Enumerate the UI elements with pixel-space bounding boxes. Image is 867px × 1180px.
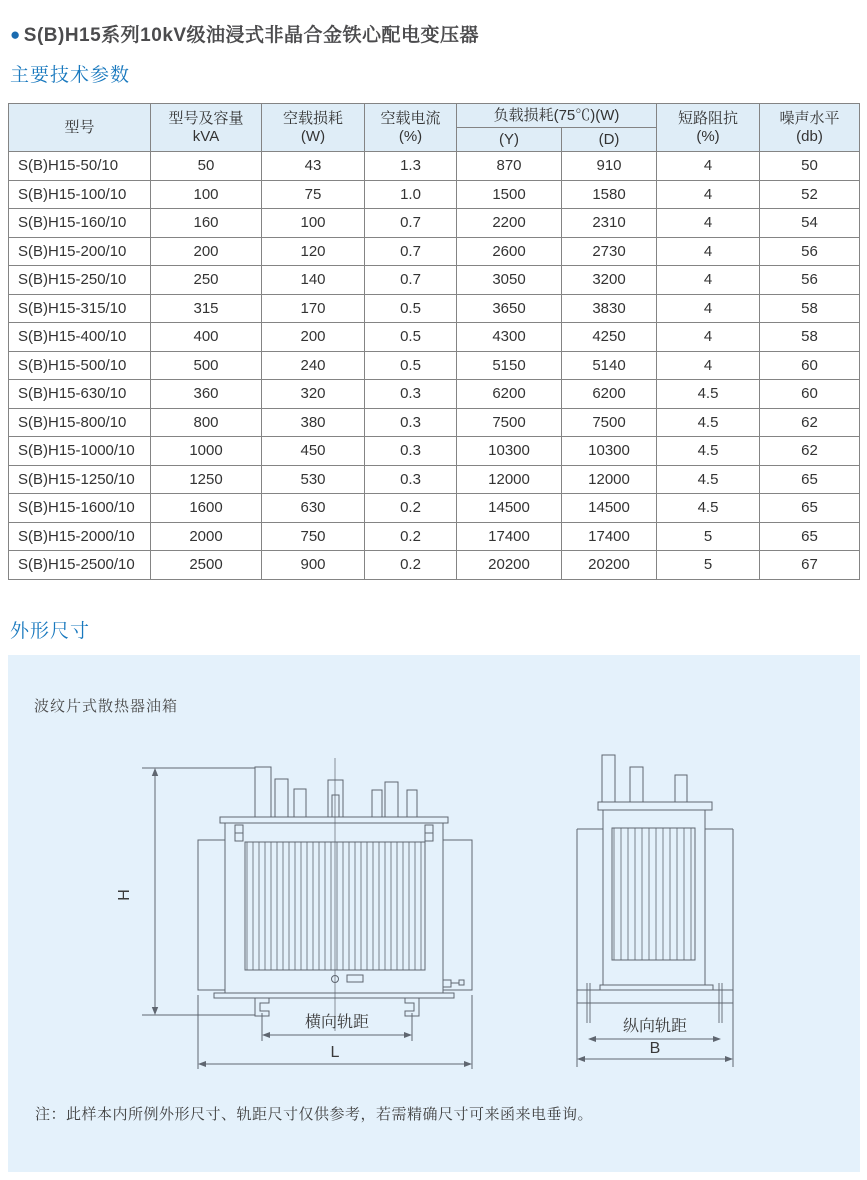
col-header-impedance: 短路阻抗 (%) xyxy=(657,104,760,152)
table-cell: 4.5 xyxy=(657,465,760,494)
table-cell: 2730 xyxy=(562,237,657,266)
table-cell: 65 xyxy=(760,522,860,551)
table-cell: 0.3 xyxy=(365,408,457,437)
table-cell: 0.3 xyxy=(365,380,457,409)
table-cell: 0.3 xyxy=(365,465,457,494)
table-cell: S(B)H15-200/10 xyxy=(9,237,151,266)
table-cell: 17400 xyxy=(457,522,562,551)
table-row xyxy=(9,180,860,209)
table-cell: 10300 xyxy=(562,437,657,466)
table-cell: 450 xyxy=(262,437,365,466)
table-cell: 0.7 xyxy=(365,209,457,238)
col-header-load-loss-d: (D) xyxy=(562,128,657,152)
table-cell: 43 xyxy=(262,152,365,181)
table-cell: 60 xyxy=(760,380,860,409)
table-cell: 3050 xyxy=(457,266,562,295)
table-row xyxy=(9,266,860,295)
table-cell: 50 xyxy=(760,152,860,181)
front-view-drawing xyxy=(198,758,472,1031)
table-cell: S(B)H15-2000/10 xyxy=(9,522,151,551)
table-cell: 56 xyxy=(760,237,860,266)
table-cell: 3200 xyxy=(562,266,657,295)
table-row xyxy=(9,380,860,409)
col-header-noload-current: 空载电流 (%) xyxy=(365,104,457,152)
table-cell: 160 xyxy=(151,209,262,238)
table-row xyxy=(9,494,860,523)
table-cell: 1250 xyxy=(151,465,262,494)
col-header-load-loss: 负载损耗(75℃)(W) xyxy=(457,104,657,128)
table-row xyxy=(9,209,860,238)
table-cell: 100 xyxy=(151,180,262,209)
table-cell: 4250 xyxy=(562,323,657,352)
bullet-icon: ● xyxy=(10,25,21,44)
table-cell: 120 xyxy=(262,237,365,266)
side-view-dimensions xyxy=(577,1017,733,1062)
table-cell: 1000 xyxy=(151,437,262,466)
table-cell: 56 xyxy=(760,266,860,295)
table-cell: S(B)H15-1600/10 xyxy=(9,494,151,523)
table-cell: 315 xyxy=(151,294,262,323)
col-header-noload-loss: 空载损耗 (W) xyxy=(262,104,365,152)
table-cell: 200 xyxy=(151,237,262,266)
table-row xyxy=(9,437,860,466)
table-cell: 3650 xyxy=(457,294,562,323)
page-title-text: S(B)H15系列10kV级油浸式非晶合金铁心配电变压器 xyxy=(23,25,480,46)
table-cell: 0.2 xyxy=(365,494,457,523)
table-cell: 4 xyxy=(657,209,760,238)
col-header-model: 型号 xyxy=(9,104,151,152)
table-cell: 870 xyxy=(457,152,562,181)
table-cell: 0.5 xyxy=(365,323,457,352)
table-cell: 60 xyxy=(760,351,860,380)
table-cell: 2000 xyxy=(151,522,262,551)
section-title-dimensions: 外形尺寸 xyxy=(10,621,91,642)
table-cell: 2600 xyxy=(457,237,562,266)
table-cell: S(B)H15-400/10 xyxy=(9,323,151,352)
table-cell: S(B)H15-160/10 xyxy=(9,209,151,238)
table-cell: 0.7 xyxy=(365,266,457,295)
table-cell: 5150 xyxy=(457,351,562,380)
table-cell: 1500 xyxy=(457,180,562,209)
table-cell: 4 xyxy=(657,237,760,266)
table-row xyxy=(9,522,860,551)
col-header-capacity: 型号及容量 kVA xyxy=(151,104,262,152)
table-cell: 4 xyxy=(657,323,760,352)
table-cell: S(B)H15-630/10 xyxy=(9,380,151,409)
table-cell: 52 xyxy=(760,180,860,209)
table-cell: 5 xyxy=(657,522,760,551)
table-cell: 0.2 xyxy=(365,551,457,580)
table-cell: 1580 xyxy=(562,180,657,209)
table-row xyxy=(9,551,860,580)
dim-label-transverse-gauge: 横向轨距 xyxy=(304,1014,370,1031)
table-cell: 0.3 xyxy=(365,437,457,466)
table-cell: 200 xyxy=(262,323,365,352)
table-cell: 0.2 xyxy=(365,522,457,551)
table-row xyxy=(9,408,860,437)
table-cell: 4.5 xyxy=(657,380,760,409)
table-cell: 320 xyxy=(262,380,365,409)
table-row xyxy=(9,237,860,266)
page-title xyxy=(10,20,479,47)
table-cell: 62 xyxy=(760,408,860,437)
table-cell: 54 xyxy=(760,209,860,238)
table-cell: 75 xyxy=(262,180,365,209)
table-cell: 58 xyxy=(760,323,860,352)
table-cell: 10300 xyxy=(457,437,562,466)
table-cell: 240 xyxy=(262,351,365,380)
table-cell: 7500 xyxy=(457,408,562,437)
table-cell: 2310 xyxy=(562,209,657,238)
section-title-parameters: 主要技术参数 xyxy=(10,65,131,86)
table-cell: 12000 xyxy=(562,465,657,494)
dim-label-H: H xyxy=(116,889,133,901)
table-cell: 58 xyxy=(760,294,860,323)
table-cell: 65 xyxy=(760,465,860,494)
table-cell: 7500 xyxy=(562,408,657,437)
table-cell: 380 xyxy=(262,408,365,437)
dimension-diagram-box xyxy=(8,655,860,1172)
table-cell: 0.5 xyxy=(365,294,457,323)
table-cell: 900 xyxy=(262,551,365,580)
table-row xyxy=(9,465,860,494)
table-cell: 530 xyxy=(262,465,365,494)
table-row xyxy=(9,152,860,181)
dim-label-B: B xyxy=(649,1040,661,1057)
table-cell: S(B)H15-315/10 xyxy=(9,294,151,323)
table-cell: 100 xyxy=(262,209,365,238)
table-cell: 6200 xyxy=(457,380,562,409)
table-cell: 14500 xyxy=(562,494,657,523)
table-cell: S(B)H15-2500/10 xyxy=(9,551,151,580)
table-cell: S(B)H15-100/10 xyxy=(9,180,151,209)
col-header-noise: 噪声水平 (db) xyxy=(760,104,860,152)
col-header-load-loss-y: (Y) xyxy=(457,128,562,152)
table-cell: 5140 xyxy=(562,351,657,380)
table-cell: 0.7 xyxy=(365,237,457,266)
table-cell: 4 xyxy=(657,294,760,323)
table-cell: 910 xyxy=(562,152,657,181)
table-cell: 170 xyxy=(262,294,365,323)
dim-label-L: L xyxy=(330,1044,340,1061)
table-cell: 250 xyxy=(151,266,262,295)
table-cell: 800 xyxy=(151,408,262,437)
table-cell: 750 xyxy=(262,522,365,551)
table-cell: 17400 xyxy=(562,522,657,551)
table-cell: S(B)H15-500/10 xyxy=(9,351,151,380)
table-cell: 4 xyxy=(657,266,760,295)
dim-label-longitudinal-gauge: 纵向轨距 xyxy=(622,1018,688,1035)
table-cell: 2200 xyxy=(457,209,562,238)
radiator-tank-caption: 波纹片式散热器油箱 xyxy=(34,698,179,715)
table-cell: 4300 xyxy=(457,323,562,352)
table-cell: 5 xyxy=(657,551,760,580)
table-cell: 500 xyxy=(151,351,262,380)
table-cell: 140 xyxy=(262,266,365,295)
table-cell: 4.5 xyxy=(657,437,760,466)
table-cell: 1600 xyxy=(151,494,262,523)
table-cell: 1.0 xyxy=(365,180,457,209)
table-cell: 12000 xyxy=(457,465,562,494)
table-cell: S(B)H15-250/10 xyxy=(9,266,151,295)
table-cell: 62 xyxy=(760,437,860,466)
table-cell: 4.5 xyxy=(657,494,760,523)
table-cell: 20200 xyxy=(457,551,562,580)
table-cell: 4 xyxy=(657,351,760,380)
table-row xyxy=(9,323,860,352)
spec-table xyxy=(8,103,860,580)
spec-table-wrap xyxy=(8,103,859,580)
table-cell: 4.5 xyxy=(657,408,760,437)
table-row xyxy=(9,351,860,380)
table-cell: S(B)H15-800/10 xyxy=(9,408,151,437)
spec-table-body xyxy=(9,152,860,580)
table-cell: 400 xyxy=(151,323,262,352)
table-cell: 4 xyxy=(657,152,760,181)
table-cell: 67 xyxy=(760,551,860,580)
table-cell: 4 xyxy=(657,180,760,209)
reference-note: 注：此样本内所例外形尺寸、轨距尺寸仅供参考，若需精确尺寸可来函来电垂询。 xyxy=(35,1106,594,1123)
table-cell: S(B)H15-1250/10 xyxy=(9,465,151,494)
table-cell: 65 xyxy=(760,494,860,523)
table-cell: 3830 xyxy=(562,294,657,323)
table-cell: 360 xyxy=(151,380,262,409)
table-cell: 1.3 xyxy=(365,152,457,181)
table-cell: 20200 xyxy=(562,551,657,580)
table-cell: 14500 xyxy=(457,494,562,523)
table-cell: S(B)H15-1000/10 xyxy=(9,437,151,466)
transformer-outline-drawing xyxy=(8,655,860,1172)
table-cell: S(B)H15-50/10 xyxy=(9,152,151,181)
table-cell: 0.5 xyxy=(365,351,457,380)
table-cell: 630 xyxy=(262,494,365,523)
table-row xyxy=(9,294,860,323)
table-cell: 6200 xyxy=(562,380,657,409)
table-cell: 50 xyxy=(151,152,262,181)
spec-table-header xyxy=(9,104,860,152)
table-cell: 2500 xyxy=(151,551,262,580)
